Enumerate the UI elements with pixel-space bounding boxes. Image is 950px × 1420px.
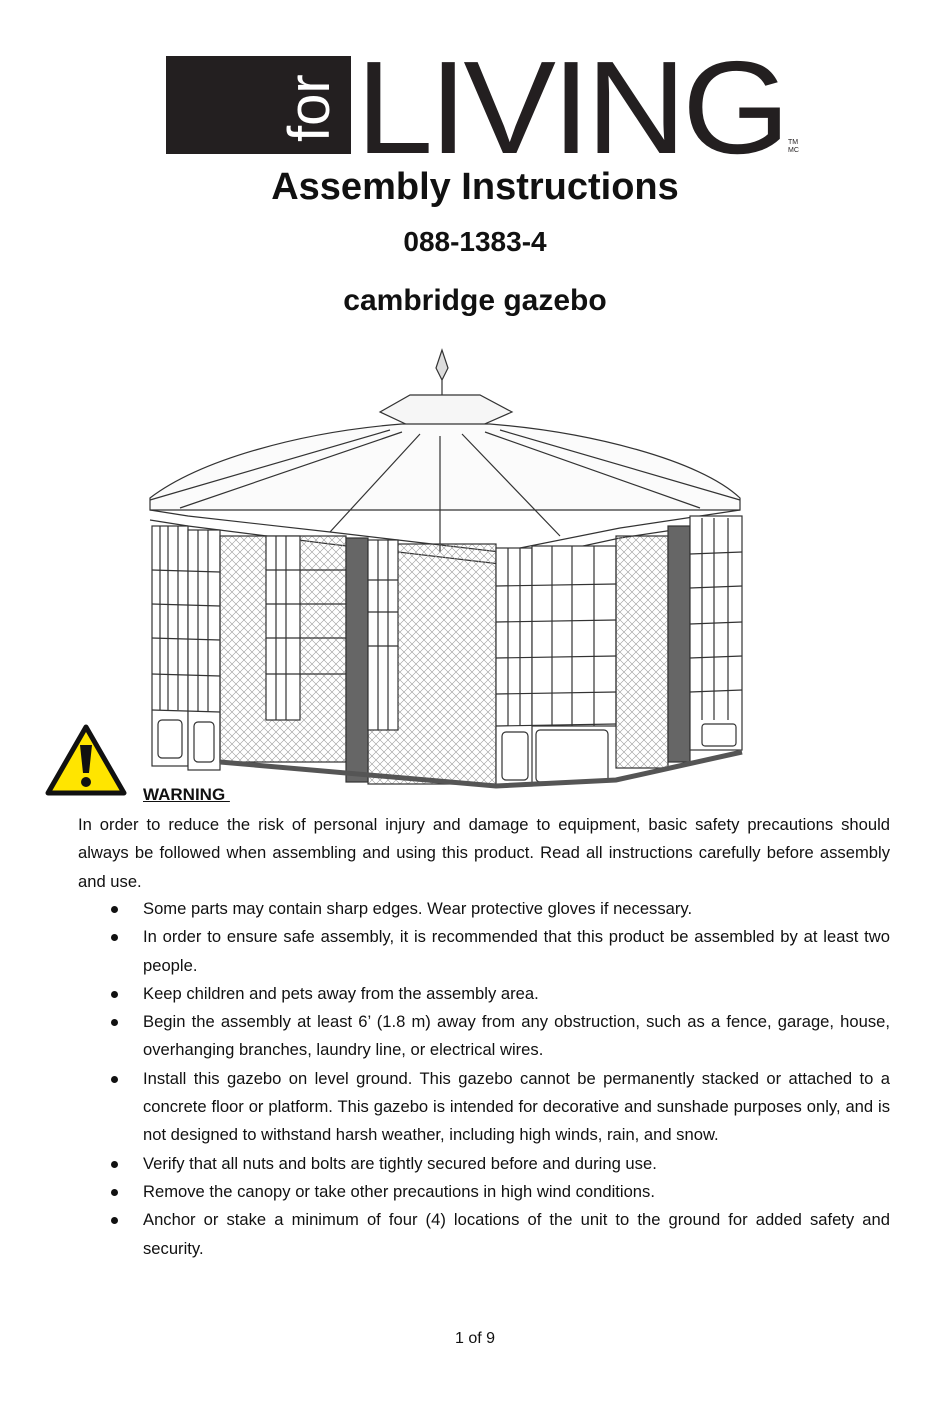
bullet-icon bbox=[111, 1019, 118, 1026]
warning-triangle-icon bbox=[44, 723, 128, 797]
bullet-icon bbox=[111, 1189, 118, 1196]
safety-precautions-list bbox=[78, 895, 890, 1263]
for-living-logo bbox=[166, 54, 806, 158]
bullet-icon bbox=[111, 1161, 118, 1168]
page-number: 1 of 9 bbox=[454, 1330, 496, 1347]
list-item: Anchor or stake a minimum of four (4) locations of the unit to the ground for added safety and security. bbox=[78, 1206, 890, 1263]
list-item: Keep children and pets away from the assembly area. bbox=[78, 980, 890, 1008]
list-item: Some parts may contain sharp edges. Wear protective gloves if necessary. bbox=[78, 895, 890, 923]
bullet-icon bbox=[111, 906, 118, 913]
product-name: cambridge gazebo bbox=[343, 284, 607, 317]
bullet-icon bbox=[111, 1217, 118, 1224]
warning-intro: In order to reduce the risk of personal injury and damage to equipment, basic safety precautions should always be followed when assembling and using this product. Read all instructions carefully before assembly and use. bbox=[78, 815, 890, 891]
list-item: Verify that all nuts and bolts are tightly secured before and during use. bbox=[78, 1150, 890, 1178]
list-item: In order to ensure safe assembly, it is recommended that this product be assembled by at least two people. bbox=[78, 923, 890, 980]
gazebo-illustration bbox=[140, 340, 760, 790]
page-title: Assembly Instructions bbox=[271, 166, 679, 208]
bullet-icon bbox=[111, 934, 118, 941]
svg-text:MC: MC bbox=[788, 147, 799, 154]
warning-heading: WARNING bbox=[143, 785, 230, 804]
bullet-icon bbox=[111, 991, 118, 998]
bullet-icon bbox=[111, 1076, 118, 1083]
svg-text:LIVING: LIVING bbox=[356, 54, 786, 158]
model-number: 088-1383-4 bbox=[403, 226, 547, 257]
list-item: Install this gazebo on level ground. This gazebo cannot be permanently stacked or attached to a concrete floor or platform. This gazebo is intended for decorative and sunshade purposes only, and is not designed to withstand harsh weather, including high winds, rain, and snow. bbox=[78, 1065, 890, 1150]
svg-text:for: for bbox=[277, 74, 342, 142]
list-item: Remove the canopy or take other precautions in high wind conditions. bbox=[78, 1178, 890, 1206]
list-item: Begin the assembly at least 6’ (1.8 m) away from any obstruction, such as a fence, garage, house, overhanging branches, laundry line, or electrical wires. bbox=[78, 1008, 890, 1065]
svg-text:TM: TM bbox=[788, 139, 799, 146]
